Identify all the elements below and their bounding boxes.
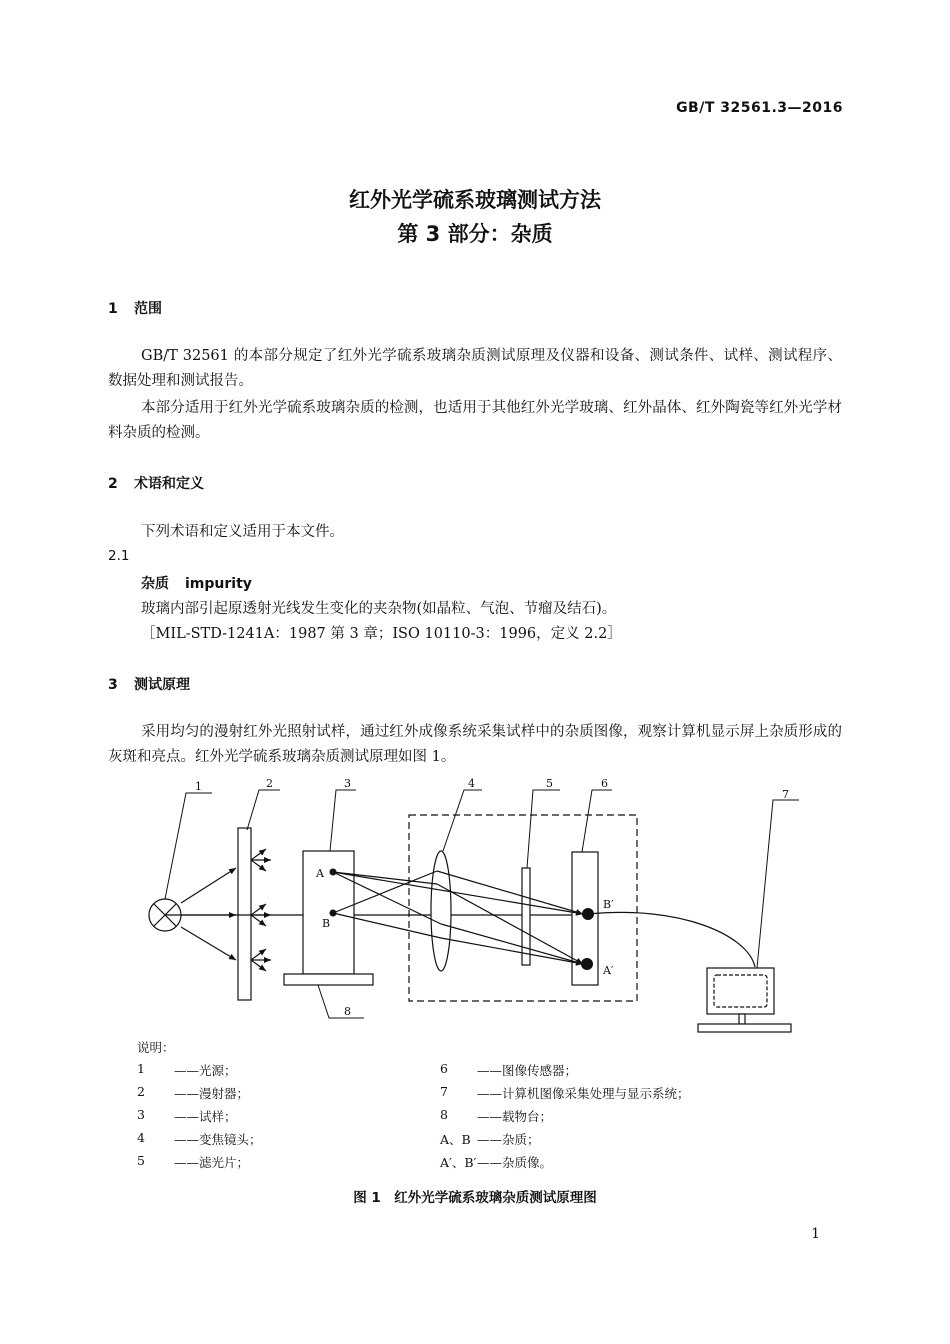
diffuse-light-arrows [251, 849, 271, 971]
paragraph: 采用均匀的漫射红外光照射试样，通过红外成像系统采集试样中的杂质图像，观察计算机显示屏上杂质形成的灰斑和亮点。红外光学硫系玻璃杂质测试原理如图 1。 [108, 724, 842, 765]
legend-title: 说明： [137, 1040, 175, 1055]
point-label-b-image: B′ [603, 898, 614, 911]
callout-leaders [165, 790, 799, 1018]
light-ray [181, 868, 236, 903]
term-number: 2.1 [108, 548, 130, 564]
imaging-rays [333, 871, 583, 964]
legend-item: A′、B′ ——杂质像。 [440, 1155, 553, 1170]
filter [522, 868, 530, 965]
term-definition: 玻璃内部引起原透射光线发生变化的夹杂物(如晶粒、气泡、节瘤及结石)。 [141, 601, 617, 617]
legend-item: 6 ——图像传感器； [440, 1061, 578, 1078]
term-source: ［MIL-STD-1241A：1987 第 3 章；ISO 10110-3：1996，定义 2.2］ [141, 626, 622, 642]
light-ray [181, 927, 236, 960]
callout-label-5: 5 [546, 777, 553, 790]
sample-stage [284, 974, 373, 985]
document-subtitle: 第 3 部分：杂质 [397, 222, 553, 246]
section-number: 1 [108, 301, 118, 317]
point-label-a: A [316, 867, 324, 880]
callout-label-6: 6 [601, 777, 608, 790]
figure-caption: 图 1 红外光学硫系玻璃杂质测试原理图 [353, 1190, 597, 1206]
point-label-b: B [322, 917, 331, 930]
test-principle-diagram [0, 770, 950, 1040]
standard-number: GB/T 32561.3—2016 [676, 100, 843, 116]
legend-item: 4 ——变焦镜头； [137, 1130, 262, 1147]
section-title: 测试原理 [134, 677, 190, 693]
point-label-a-image: A′ [603, 964, 614, 977]
callout-label-4: 4 [468, 777, 475, 790]
callout-label-8: 8 [344, 1005, 351, 1018]
sample-block [303, 851, 354, 974]
callout-label-7: 7 [782, 788, 789, 801]
term-entry [141, 573, 252, 593]
section-2-heading [108, 473, 204, 493]
legend-item: 8 ——载物台； [440, 1107, 553, 1124]
diffuser-plate [238, 828, 251, 1000]
legend-item: 2 ——漫射器； [137, 1084, 250, 1101]
legend-item: 5 ——滤光片； [137, 1153, 250, 1170]
section-number: 3 [108, 677, 118, 693]
legend-item: 7 ——计算机图像采集处理与显示系统； [440, 1084, 690, 1101]
legend-item: 1 ——光源； [137, 1061, 237, 1078]
term-english: impurity [185, 576, 252, 592]
section-number: 2 [108, 476, 118, 492]
section-3-heading [108, 674, 190, 694]
document-title: 红外光学硫系玻璃测试方法 [349, 188, 601, 212]
signal-cable [589, 912, 755, 967]
paragraph: GB/T 32561 的本部分规定了红外光学硫系玻璃杂质测试原理及仪器和设备、测试条件、试样、测试程序、数据处理和测试报告。 [108, 348, 842, 389]
callout-label-3: 3 [344, 777, 351, 790]
legend-item: A、B ——杂质； [440, 1132, 540, 1147]
section-title: 范围 [134, 301, 162, 317]
computer-monitor [698, 968, 791, 1032]
legend-item: 3 ——试样； [137, 1107, 237, 1124]
impurity-points [330, 869, 595, 971]
zoom-lens [431, 851, 451, 971]
callout-label-2: 2 [266, 777, 273, 790]
term-chinese: 杂质 [141, 576, 169, 592]
callout-label-1: 1 [195, 780, 202, 793]
page-number: 1 [811, 1226, 820, 1242]
section-title: 术语和定义 [134, 476, 204, 492]
paragraph: 本部分适用于红外光学硫系玻璃杂质的检测，也适用于其他红外光学玻璃、红外晶体、红外陶瓷等红外光学材料杂质的检测。 [108, 400, 842, 441]
section-1-heading [108, 298, 162, 318]
paragraph: 下列术语和定义适用于本文件。 [141, 524, 344, 540]
